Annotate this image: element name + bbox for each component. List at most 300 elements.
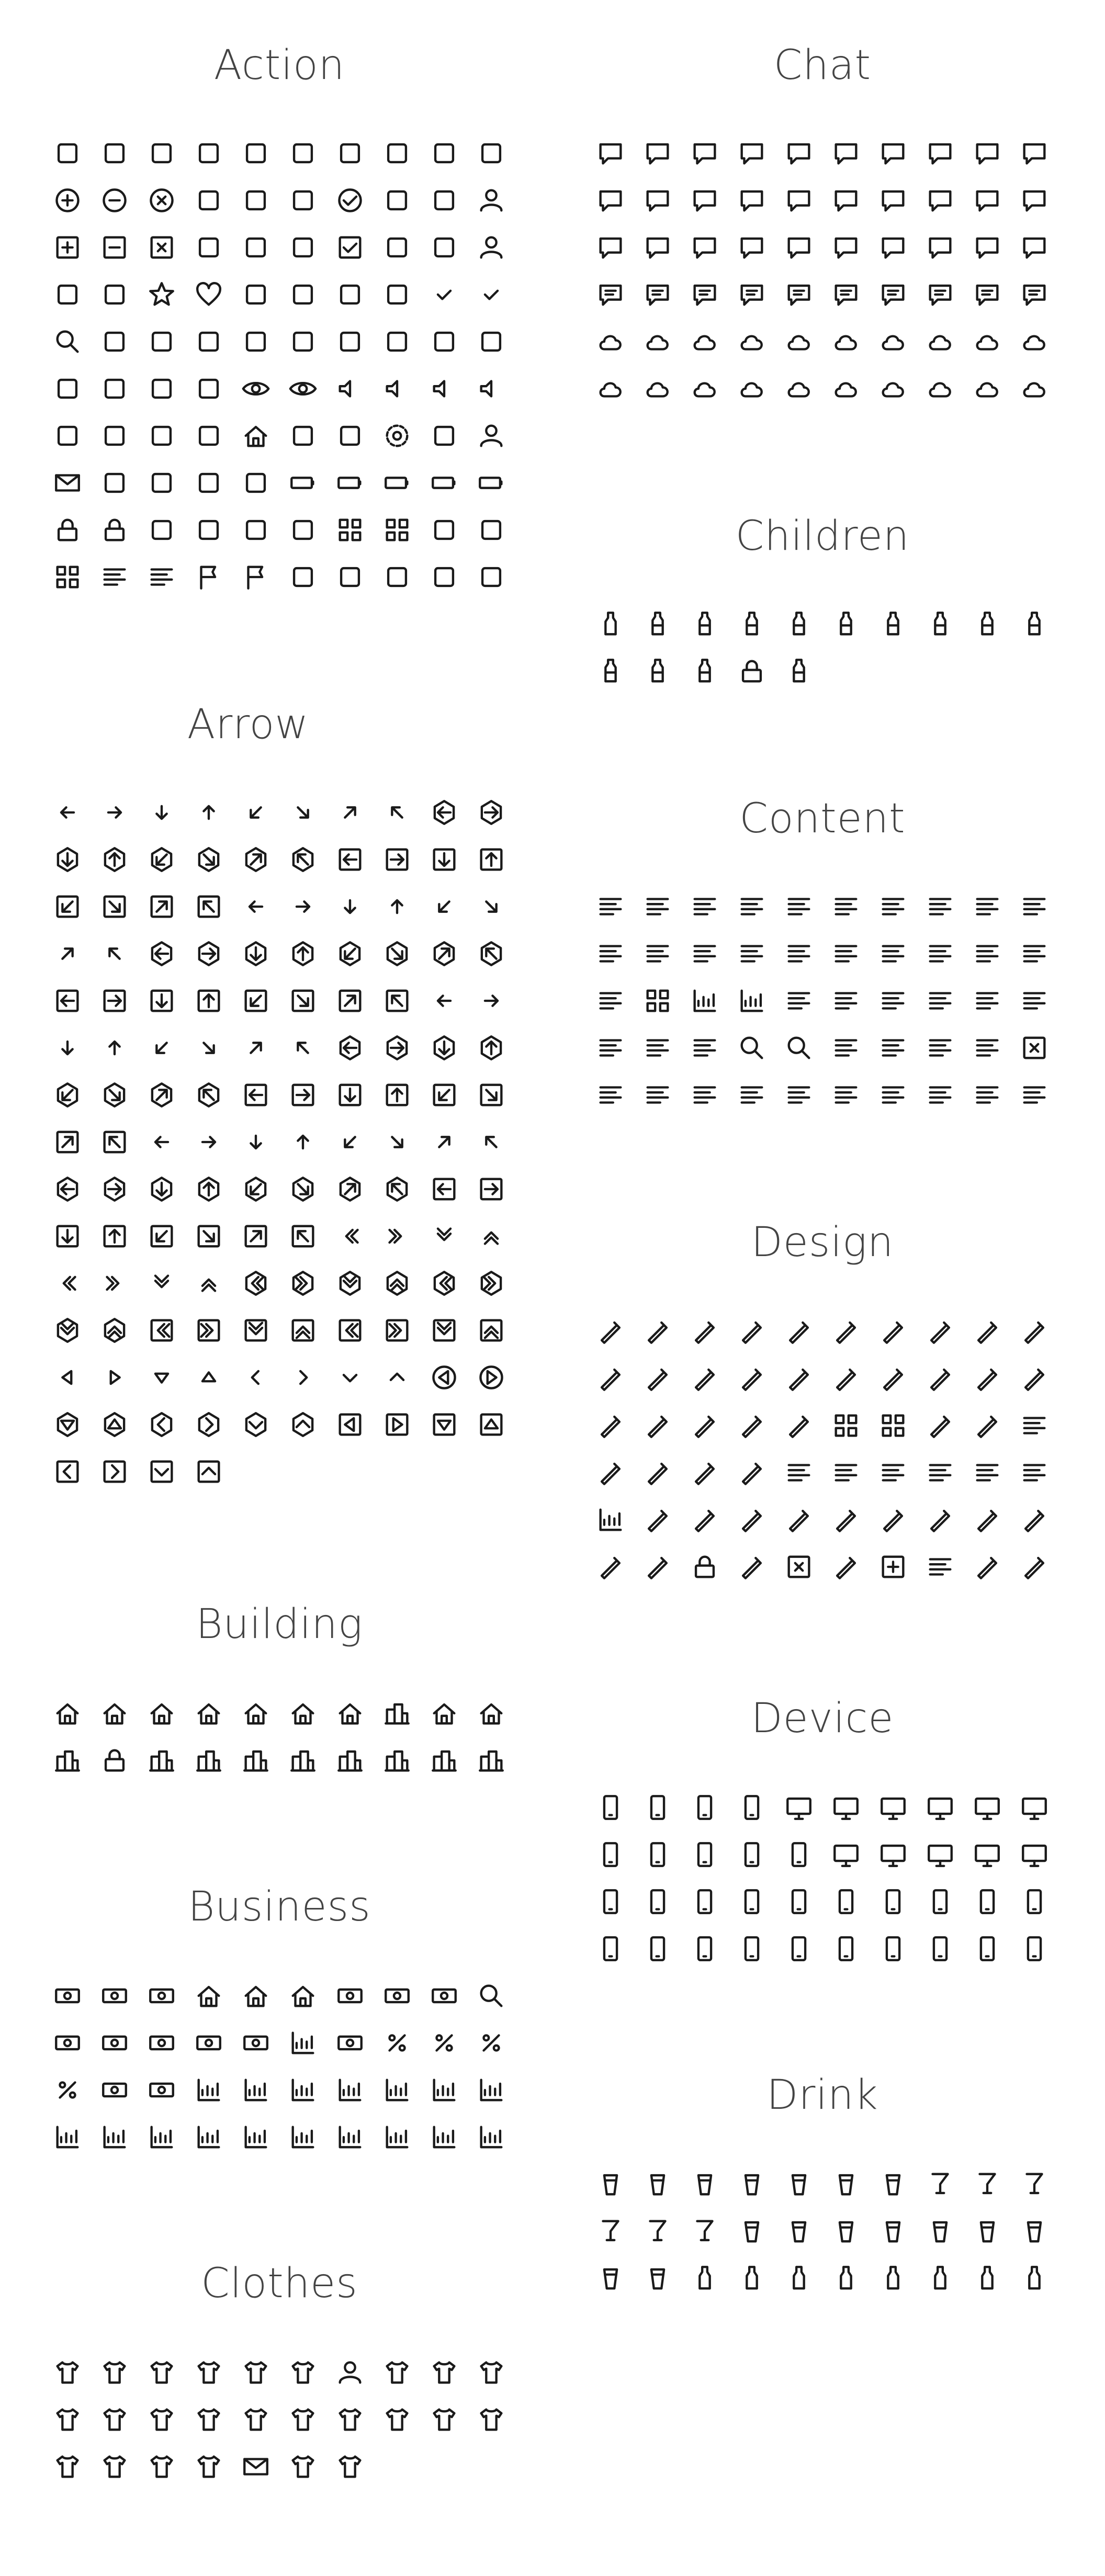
fat-arrow-down-icon bbox=[326, 883, 374, 930]
distribute-h-icon bbox=[634, 1496, 681, 1543]
pen-tool-icon bbox=[822, 1308, 870, 1355]
tag-alt-icon bbox=[91, 2019, 138, 2066]
hex-dbl-right-icon bbox=[279, 1260, 326, 1307]
chevron-down-square-icon bbox=[421, 224, 468, 271]
dbl-left-icon bbox=[44, 1260, 91, 1307]
cloud-lines-ok-icon bbox=[964, 365, 1011, 412]
triangle-icon bbox=[964, 1496, 1011, 1543]
section-title: Business bbox=[188, 1883, 371, 1930]
calculator-box-icon bbox=[91, 2066, 138, 2114]
chat-ok-icon bbox=[964, 224, 1011, 271]
champagne-icon bbox=[964, 2255, 1011, 2302]
hex-triangle-up-icon bbox=[91, 1401, 138, 1448]
rectangle-icon bbox=[917, 1496, 964, 1543]
hex-arrow-down-icon bbox=[44, 836, 91, 883]
sq-fat-right-alt-icon bbox=[279, 1071, 326, 1118]
cloud-lines-check-icon bbox=[634, 365, 681, 412]
glass-icon bbox=[775, 2161, 822, 2208]
hat-bell-icon bbox=[421, 2349, 468, 2396]
knife-icon bbox=[870, 1355, 917, 1402]
sq-arrow-down-left-icon bbox=[44, 883, 91, 930]
collapse-icon bbox=[964, 1071, 1011, 1118]
phone-vibrate-icon bbox=[634, 1878, 681, 1925]
hex-chevron-right-icon bbox=[185, 1401, 232, 1448]
section-children bbox=[587, 513, 1058, 711]
align-top-bar-icon bbox=[775, 1449, 822, 1496]
briefs-icon bbox=[232, 2396, 279, 2443]
hex-fat-down-icon bbox=[232, 930, 279, 977]
boxers-icon bbox=[326, 2396, 374, 2443]
phone-off-icon bbox=[91, 459, 138, 506]
phone-pair-icon bbox=[728, 1831, 775, 1878]
sq-fat-left-icon bbox=[44, 977, 91, 1024]
chat-dots-outline-icon bbox=[870, 177, 917, 224]
double-chevron-up-icon bbox=[468, 1213, 515, 1260]
briefcase-icon bbox=[91, 1972, 138, 2019]
bookmark-icon bbox=[232, 271, 279, 318]
location-off-icon bbox=[326, 412, 374, 459]
devices-icon bbox=[775, 1831, 822, 1878]
chat-hex-icon bbox=[728, 130, 775, 177]
milk-box-icon bbox=[634, 2255, 681, 2302]
line-chart-dots-icon bbox=[138, 2114, 185, 2161]
shorts-icon bbox=[374, 2349, 421, 2396]
align-justify-icon bbox=[728, 883, 775, 930]
flag-alt-icon bbox=[232, 553, 279, 601]
chat-dots-icon bbox=[279, 553, 326, 601]
section-title: Children bbox=[735, 513, 910, 560]
bold-icon bbox=[917, 930, 964, 977]
star-icon bbox=[138, 271, 185, 318]
phone-icon bbox=[587, 1784, 634, 1831]
section-title: Design bbox=[751, 1219, 894, 1266]
download-tray-icon bbox=[138, 130, 185, 177]
blocks-icon bbox=[728, 648, 775, 695]
arrow-down-right-icon bbox=[279, 789, 326, 836]
calendar-day-icon bbox=[185, 365, 232, 412]
hex-arrow-down-left-icon bbox=[138, 836, 185, 883]
plus-square-icon bbox=[44, 224, 91, 271]
liquor-icon bbox=[870, 2255, 917, 2302]
sq-fat-up-alt-icon bbox=[374, 1071, 421, 1118]
grid-large-icon bbox=[374, 506, 421, 553]
store-icon bbox=[279, 1690, 326, 1737]
cloud-down-icon bbox=[775, 318, 822, 365]
sq-dbl-down-icon bbox=[232, 1307, 279, 1354]
hex-fat-up-right-alt-icon bbox=[138, 1071, 185, 1118]
hex-chevron-up-icon bbox=[279, 1401, 326, 1448]
sq-arrow-down-icon bbox=[421, 836, 468, 883]
sq-thin-down-left-icon bbox=[138, 1213, 185, 1260]
twin-towers-icon bbox=[374, 1737, 421, 1784]
section-content bbox=[587, 795, 1058, 1120]
messages-icon bbox=[468, 553, 515, 601]
more-circle-icon bbox=[374, 177, 421, 224]
align-center-icon bbox=[681, 883, 728, 930]
hex-dbl-left-alt-icon bbox=[421, 1260, 468, 1307]
msg-lines-clock-icon bbox=[917, 271, 964, 318]
cut-icon bbox=[870, 1024, 917, 1071]
hex-fat-left-icon bbox=[138, 930, 185, 977]
line-chart-icon bbox=[91, 2114, 138, 2161]
cloud-lines-add-icon bbox=[1011, 365, 1058, 412]
cloud-lines-plus-icon bbox=[870, 365, 917, 412]
align-center-bar-icon bbox=[964, 1449, 1011, 1496]
hex-chart-icon bbox=[421, 2114, 468, 2161]
icon-grid bbox=[44, 1690, 515, 1784]
indent-icon bbox=[917, 883, 964, 930]
phone-alt-icon bbox=[634, 1784, 681, 1831]
sq-chevron-left-icon bbox=[44, 1448, 91, 1495]
hospital-icon bbox=[468, 1737, 515, 1784]
tablet-icon bbox=[681, 1784, 728, 1831]
message-lines-icon bbox=[374, 553, 421, 601]
wine-icon bbox=[634, 2208, 681, 2255]
msg-lines-add-icon bbox=[1011, 271, 1058, 318]
link-icon bbox=[917, 1024, 964, 1071]
section-device bbox=[587, 1695, 1058, 1978]
fat-arrow-down-left-icon bbox=[421, 883, 468, 930]
sq-thin-right-icon bbox=[468, 1166, 515, 1213]
sq-fat-up-right-icon bbox=[326, 977, 374, 1024]
thin-arrow-up-icon bbox=[279, 1118, 326, 1166]
rattle-icon bbox=[728, 601, 775, 648]
flask-icon bbox=[1011, 2255, 1058, 2302]
cloud-lines-down-icon bbox=[775, 365, 822, 412]
layout-image-lines-icon bbox=[681, 1024, 728, 1071]
eject-icon bbox=[185, 318, 232, 365]
undo-icon bbox=[822, 1071, 870, 1118]
bar-distribute-icon bbox=[587, 1496, 634, 1543]
stroller-icon bbox=[964, 601, 1011, 648]
phone-tablet-icon bbox=[681, 1831, 728, 1878]
text-tool-icon bbox=[917, 1543, 964, 1590]
line-chart-box-icon bbox=[44, 2114, 91, 2161]
dotted-select-icon bbox=[822, 1496, 870, 1543]
hex-fat-down-right-icon bbox=[374, 930, 421, 977]
percent-icon bbox=[374, 2019, 421, 2066]
mail-icon bbox=[44, 459, 91, 506]
beer-icon bbox=[775, 2208, 822, 2255]
layout-text-image-icon bbox=[587, 1024, 634, 1071]
fat-arrow-up-left-icon bbox=[91, 930, 138, 977]
sq-fat-down-alt-icon bbox=[326, 1071, 374, 1118]
panties-icon bbox=[279, 2396, 326, 2443]
basket-bag-icon bbox=[138, 2443, 185, 2490]
cloud-chat-icon bbox=[587, 318, 634, 365]
chat-reply-round-icon bbox=[775, 177, 822, 224]
grid-small-icon bbox=[326, 506, 374, 553]
hex-fat-down-alt-icon bbox=[421, 1024, 468, 1071]
sq-dbl-left-icon bbox=[138, 1307, 185, 1354]
icon-grid bbox=[44, 789, 515, 1495]
fat-arrow-up-right-icon bbox=[44, 930, 91, 977]
msg-lines-close-icon bbox=[822, 271, 870, 318]
copy-icon bbox=[681, 1402, 728, 1449]
sq-arrow-up-icon bbox=[468, 836, 515, 883]
city-low-icon bbox=[185, 1737, 232, 1784]
outdent-icon bbox=[964, 883, 1011, 930]
icon-grid bbox=[587, 130, 1058, 412]
battery-full-icon bbox=[421, 459, 468, 506]
search-icon bbox=[44, 318, 91, 365]
chart-steps-icon bbox=[468, 2066, 515, 2114]
bar-thin-icon bbox=[681, 977, 728, 1024]
hex-thin-up-right-icon bbox=[326, 1166, 374, 1213]
section-title: Chat bbox=[773, 42, 872, 89]
chat-reply-icon bbox=[587, 177, 634, 224]
fat-arrow-up-icon bbox=[374, 883, 421, 930]
download-arrow-icon bbox=[421, 130, 468, 177]
cocktail-icon bbox=[917, 2161, 964, 2208]
edit-square-icon bbox=[185, 224, 232, 271]
pages-icon bbox=[634, 1402, 681, 1449]
hex-arrow-down-right-icon bbox=[185, 836, 232, 883]
section-title: Device bbox=[751, 1695, 894, 1742]
hex-fat-right-icon bbox=[185, 930, 232, 977]
check-icon bbox=[421, 271, 468, 318]
watch-band-icon bbox=[44, 2443, 91, 2490]
grid-four-icon bbox=[870, 1402, 917, 1449]
align-justify-alt-icon bbox=[775, 883, 822, 930]
align-vertical-icon bbox=[822, 1449, 870, 1496]
list-bullet-icon bbox=[822, 883, 870, 930]
copy-out-icon bbox=[279, 130, 326, 177]
arrow-up-right-icon bbox=[326, 789, 374, 836]
laptop-tablet-icon bbox=[1011, 1831, 1058, 1878]
sq-dbl-right-icon bbox=[185, 1307, 232, 1354]
cloud-lines-icon bbox=[587, 365, 634, 412]
hex-triangle-down-icon bbox=[44, 1401, 91, 1448]
chat-pair-alt-icon bbox=[964, 130, 1011, 177]
layout-footer-icon bbox=[870, 977, 917, 1024]
bar-decline-icon bbox=[326, 2066, 374, 2114]
video-off-icon bbox=[232, 459, 279, 506]
section-clothes bbox=[44, 2260, 515, 2480]
tea-cup-icon bbox=[870, 2208, 917, 2255]
check-circle-icon bbox=[326, 177, 374, 224]
msg-lines-plus-icon bbox=[870, 271, 917, 318]
wristwatch-icon bbox=[468, 2396, 515, 2443]
triangle-right-icon bbox=[91, 1354, 138, 1401]
remote-alt-icon bbox=[728, 1878, 775, 1925]
sq-fat-down-left-alt-icon bbox=[421, 1071, 468, 1118]
pinwheel-icon bbox=[681, 648, 728, 695]
banknote-icon bbox=[185, 1972, 232, 2019]
chat-check-icon bbox=[634, 224, 681, 271]
chat-info-icon bbox=[728, 224, 775, 271]
text-middle-icon bbox=[822, 930, 870, 977]
dotted-square-icon bbox=[681, 1449, 728, 1496]
price-tag-icon bbox=[44, 2019, 91, 2066]
monitor-small-icon bbox=[870, 1784, 917, 1831]
expand-icon bbox=[917, 1071, 964, 1118]
teddy-bear-icon bbox=[775, 648, 822, 695]
plus-circle-icon bbox=[44, 177, 91, 224]
beer-mug-icon bbox=[728, 2208, 775, 2255]
phones-icon bbox=[634, 1831, 681, 1878]
share-out-icon bbox=[91, 130, 138, 177]
cocktail-alt-icon bbox=[587, 2208, 634, 2255]
info-circle-icon bbox=[232, 177, 279, 224]
section-design bbox=[587, 1219, 1058, 1596]
mug-icon bbox=[964, 2208, 1011, 2255]
layout-image-text-icon bbox=[634, 1024, 681, 1071]
sq-chevron-down-icon bbox=[138, 1448, 185, 1495]
more-horizontal-icon bbox=[91, 271, 138, 318]
cash-arrow-icon bbox=[138, 2019, 185, 2066]
sq-fat-down-icon bbox=[138, 977, 185, 1024]
bra-icon bbox=[44, 2396, 91, 2443]
pencil-icon bbox=[374, 271, 421, 318]
tag-icon bbox=[91, 318, 138, 365]
chevron-up-icon bbox=[374, 1354, 421, 1401]
paint-bucket-icon bbox=[917, 1355, 964, 1402]
help-square-icon bbox=[279, 224, 326, 271]
double-chevron-down-icon bbox=[421, 1213, 468, 1260]
bottle-icon bbox=[728, 2255, 775, 2302]
distribute-v-icon bbox=[681, 1496, 728, 1543]
baby-bottle-drink-icon bbox=[681, 2255, 728, 2302]
cloud-plus-icon bbox=[870, 318, 917, 365]
icon-grid bbox=[587, 1784, 1058, 1972]
sq-thin-up-right-icon bbox=[232, 1213, 279, 1260]
router-icon bbox=[728, 1925, 775, 1972]
help-circle-icon bbox=[279, 177, 326, 224]
logout-arrow-icon bbox=[374, 130, 421, 177]
page-columns-icon bbox=[775, 1071, 822, 1118]
money-box-icon bbox=[138, 1972, 185, 2019]
hex-fat-left-alt-icon bbox=[326, 1024, 374, 1071]
bar-bold-icon bbox=[728, 977, 775, 1024]
cup-lid-icon bbox=[681, 2161, 728, 2208]
msg-lines-info-icon bbox=[728, 271, 775, 318]
play-boxes-icon bbox=[279, 506, 326, 553]
hex-arrow-up-right-icon bbox=[232, 836, 279, 883]
columns-icon bbox=[468, 506, 515, 553]
hex-fat-up-right-icon bbox=[421, 930, 468, 977]
color-circles-icon bbox=[822, 1355, 870, 1402]
tablet-laptop-icon bbox=[822, 1831, 870, 1878]
wine-glass-icon bbox=[681, 2208, 728, 2255]
hex-arrow-up-icon bbox=[91, 836, 138, 883]
whiskey-icon bbox=[917, 2255, 964, 2302]
note-lock-icon bbox=[681, 1543, 728, 1590]
fat-right-alt-icon bbox=[468, 977, 515, 1024]
hex-thin-down-left-icon bbox=[232, 1166, 279, 1213]
coffee-icon bbox=[917, 2208, 964, 2255]
overlap-icon bbox=[728, 1449, 775, 1496]
chat-ellipsis-pen-icon bbox=[1011, 177, 1058, 224]
bra-lace-icon bbox=[91, 2396, 138, 2443]
mansion-icon bbox=[185, 1690, 232, 1737]
cloud-minus-icon bbox=[681, 318, 728, 365]
juice-icon bbox=[870, 2161, 917, 2208]
printer-icon bbox=[587, 1925, 634, 1972]
column-chart-icon bbox=[279, 2114, 326, 2161]
compose-icon bbox=[44, 130, 91, 177]
italic-icon bbox=[964, 930, 1011, 977]
network-icon bbox=[232, 2019, 279, 2066]
arrow-left-icon bbox=[44, 789, 91, 836]
hex-thin-down-right-icon bbox=[279, 1166, 326, 1213]
clipboard-icon bbox=[634, 1071, 681, 1118]
layout-split-icon bbox=[1011, 977, 1058, 1024]
align-left-icon bbox=[587, 883, 634, 930]
skirt-flared-icon bbox=[232, 2349, 279, 2396]
monitor-tablet-icon bbox=[917, 1831, 964, 1878]
sq-fat-down-left-icon bbox=[232, 977, 279, 1024]
thin-arrow-up-left-icon bbox=[468, 1118, 515, 1166]
distribute-top-icon bbox=[728, 1496, 775, 1543]
msg-lines-check-icon bbox=[634, 271, 681, 318]
bottle-alt-icon bbox=[775, 2255, 822, 2302]
text-lines-icon bbox=[681, 930, 728, 977]
necktie-striped-icon bbox=[326, 2443, 374, 2490]
section-action bbox=[44, 42, 515, 607]
volume-mute-icon bbox=[468, 365, 515, 412]
thin-arrow-right-icon bbox=[185, 1118, 232, 1166]
hex-chevron-down-icon bbox=[232, 1401, 279, 1448]
sq-up-right-icon bbox=[44, 1118, 91, 1166]
alert-box-icon bbox=[421, 553, 468, 601]
images-icon bbox=[185, 506, 232, 553]
compass-icon bbox=[917, 1308, 964, 1355]
chat-pair-round-icon bbox=[1011, 130, 1058, 177]
dropper-icon bbox=[728, 1355, 775, 1402]
no-branch-icon bbox=[91, 412, 138, 459]
coffee-cup-icon bbox=[634, 2161, 681, 2208]
msg-lines-down-icon bbox=[775, 271, 822, 318]
text-wrap-icon bbox=[587, 930, 634, 977]
cloud-lines-close-icon bbox=[822, 365, 870, 412]
msg-lines-icon bbox=[587, 271, 634, 318]
hex-arrow-up-left-icon bbox=[279, 836, 326, 883]
chat-round-dots-icon bbox=[822, 130, 870, 177]
add-layer-icon bbox=[728, 1402, 775, 1449]
icon-grid bbox=[44, 130, 515, 601]
search-money-icon bbox=[468, 1972, 515, 2019]
pencil-skirt-icon bbox=[279, 2349, 326, 2396]
crib-alt-icon bbox=[917, 601, 964, 648]
heart-icon bbox=[185, 271, 232, 318]
microphone-icon bbox=[822, 1925, 870, 1972]
watch-icon bbox=[1011, 1925, 1058, 1972]
laptop-alt-icon bbox=[1011, 1784, 1058, 1831]
cloud-lines-info-icon bbox=[728, 365, 775, 412]
align-right-icon bbox=[634, 883, 681, 930]
minus-square-icon bbox=[91, 224, 138, 271]
new-window-icon bbox=[232, 130, 279, 177]
chat-plus-icon bbox=[870, 224, 917, 271]
hex-fat-up-alt-icon bbox=[468, 1024, 515, 1071]
icon-grid bbox=[587, 1308, 1058, 1590]
sq-dbl-left-alt-icon bbox=[326, 1307, 374, 1354]
zoom-out-icon bbox=[775, 1024, 822, 1071]
cloud-ok-icon bbox=[964, 318, 1011, 365]
tag-filled-icon bbox=[138, 318, 185, 365]
double-check-icon bbox=[468, 271, 515, 318]
phone-sound-icon bbox=[587, 1878, 634, 1925]
sq-dbl-right-alt-icon bbox=[374, 1307, 421, 1354]
close-circle-icon bbox=[138, 177, 185, 224]
note-close-icon bbox=[775, 1543, 822, 1590]
more-vertical-icon bbox=[44, 271, 91, 318]
tower-left-icon bbox=[232, 1737, 279, 1784]
paper-cup-icon bbox=[587, 2161, 634, 2208]
section-title: Action bbox=[213, 42, 345, 89]
hex-dbl-down-icon bbox=[326, 1260, 374, 1307]
